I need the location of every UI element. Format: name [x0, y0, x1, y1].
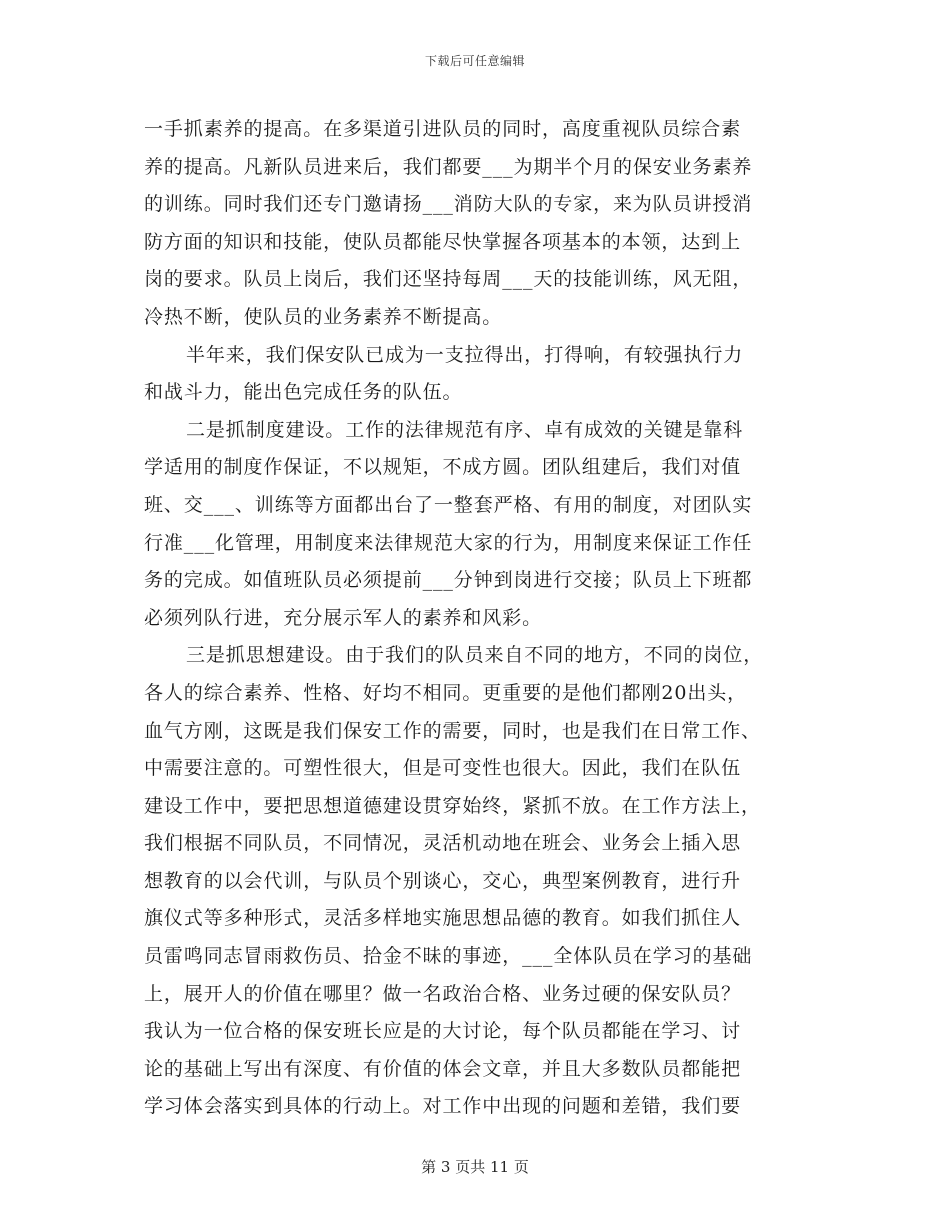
text-line: 务的完成。如值班队员必须提前___分钟到岗进行交接；队员上下班都	[144, 569, 753, 592]
paragraph-first-line: 三是抓思想建设。由于我们的队员来自不同的地方，不同的岗位，	[186, 644, 764, 667]
text-line: 我们根据不同队员，不同情况，灵活机动地在班会、业务会上插入思	[144, 832, 742, 855]
text-line: 岗的要求。队员上岗后，我们还坚持每周___天的技能训练，风无阻，	[144, 268, 753, 291]
page-number-footer: 第 3 页共 11 页	[421, 1158, 529, 1176]
text-line: 我认为一位合格的保安班长应是的大讨论，每个队员都能在学习、讨	[144, 1020, 742, 1043]
text-line: 想教育的以会代训，与队员个别谈心，交心，典型案例教育，进行升	[144, 869, 742, 892]
paragraph-first-line: 半年来，我们保安队已成为一支拉得出，打得响，有较强执行力	[186, 343, 744, 366]
text-line: 中需要注意的。可塑性很大，但是可变性也很大。因此，我们在队伍	[144, 757, 742, 780]
text-line: 建设工作中，要把思想道德建设贯穿始终，紧抓不放。在工作方法上，	[144, 794, 761, 817]
paragraph-first-line: 二是抓制度建设。工作的法律规范有序、卓有成效的关键是靠科	[186, 418, 744, 441]
page-header: 下载后可任意编辑	[424, 54, 525, 68]
text-line: 和战斗力，能出色完成任务的队伍。	[144, 381, 463, 404]
text-line: 旗仪式等多种形式，灵活多样地实施思想品德的教育。如我们抓住人	[144, 907, 742, 930]
text-line: 论的基础上写出有深度、有价值的体会文章，并且大多数队员都能把	[144, 1057, 742, 1080]
text-line: 学适用的制度作保证，不以规矩，不成方圆。团队组建后，我们对值	[144, 456, 742, 479]
text-line: 防方面的知识和技能，使队员都能尽快掌握各项基本的本领，达到上	[144, 230, 742, 253]
text-line: 各人的综合素养、性格、好均不相同。更重要的是他们都刚20出头，	[144, 681, 748, 704]
text-line: 的训练。同时我们还专门邀请扬___消防大队的专家，来为队员讲授消	[144, 193, 753, 216]
text-line: 冷热不断，使队员的业务素养不断提高。	[144, 305, 503, 328]
text-line: 养的提高。凡新队员进来后，我们都要___为期半个月的保安业务素养	[144, 155, 753, 178]
document-body	[144, 111, 804, 1126]
text-line: 一手抓素养的提高。在多渠道引进队员的同时，高度重视队员综合素	[144, 118, 742, 140]
text-line: 行准___化管理，用制度来法律规范大家的行为，用制度来保证工作任	[144, 531, 753, 554]
text-line: 血气方刚，这既是我们保安工作的需要，同时，也是我们在日常工作、	[144, 719, 761, 742]
text-line: 班、交___、训练等方面都出台了一整套严格、有用的制度，对团队实	[144, 493, 753, 516]
text-line: 必须列队行进，充分展示军人的素养和风彩。	[144, 606, 543, 629]
text-line: 学习体会落实到具体的行动上。对工作中出现的问题和差错，我们要	[144, 1095, 742, 1118]
text-line: 员雷鸣同志冒雨救伤员、拾金不昧的事迹，___全体队员在学习的基础	[144, 945, 753, 968]
text-line: 上，展开人的价值在哪里？做一名政治合格、业务过硬的保安队员？	[144, 982, 742, 1005]
